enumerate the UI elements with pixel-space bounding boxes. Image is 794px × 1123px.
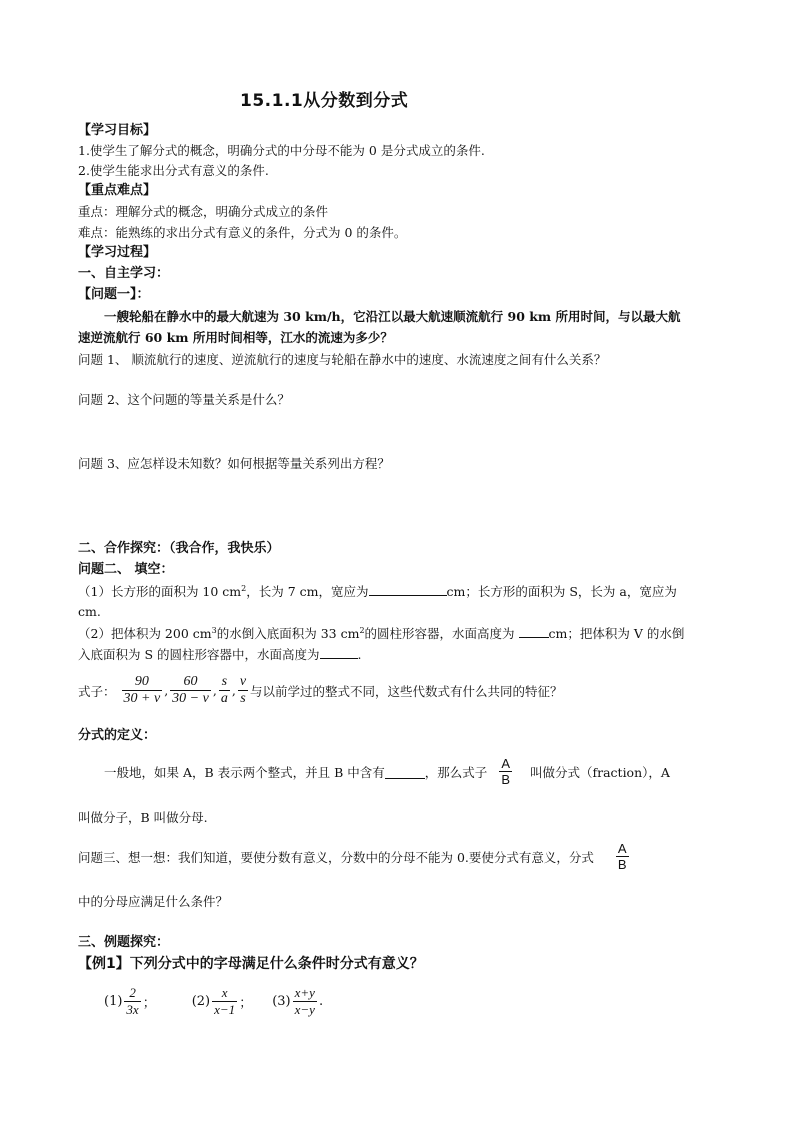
focus-difficult: 难点：能熟练的求出分式有意义的条件，分式为 0 的条件。 [78,225,407,240]
sub-question-3: 问题 3、应怎样设未知数？如何根据等量关系列出方程？ [78,456,390,471]
page-title: 15.1.1从分数到分式 [240,91,409,111]
fraction: $\frac{60}{30 - v}$ [172,674,209,706]
question1-text-a: 一艘轮船在静水中的最大航速为 30 km/h，它沿江以最大航速顺流航行 90 km 所用时间，与以最大航 [104,309,681,324]
part1-heading: 一、自主学习： [78,266,170,281]
answer-blank[interactable] [519,624,549,638]
fill-item-2: （2）把体积为 200 $cm^3$的水倒入底面积为 33 $cm^2$的圆柱形容器，水面高度为 cm；把体积为 V 的水倒 [78,625,685,641]
process-heading: 【学习过程】 [78,245,157,260]
coop-heading: 二、合作探究：（我合作，我快乐） [78,541,280,556]
answer-blank[interactable] [369,582,447,596]
definition-heading: 分式的定义： [78,728,157,743]
example-fraction-1: $\frac{2}{3x}$ [126,985,139,1017]
question3-line: 问题三、想一想：我们知道，要使分数有意义，分数中的分母不能为 0.要使分式有意义，分式 $\frac{A}{B}$ [78,841,627,872]
fraction: $\frac{s}{a}$ [220,674,228,706]
sub-question-1: 问题 1、 顺流航行的速度、逆流航行的速度与轮船在静水中的速度、水流速度之间有什么关系？ [78,352,607,367]
goals-heading: 【学习目标】 [78,123,157,138]
fraction: $\frac{90}{30 + v}$ [123,674,161,706]
answer-blank[interactable] [320,645,358,659]
example1-heading: 【例1】下列分式中的字母满足什么条件时分式有意义？ [78,956,424,972]
goal-item-1: 1.使学生了解分式的概念，明确分式的中分母不能为 0 是分式成立的条件. [78,143,485,158]
question1-heading: 【问题一】： [78,287,150,302]
expression-line: 式子： $\frac{90}{30 + v}$ , $\frac{60}{30 - v}$ , $\frac{s}{a}$ , $\frac{v}{s}$ 与以前学过的整式不同，这些代数式有什么共同的特征？ [78,674,563,706]
fraction-a-over-b: $\frac{A}{B}$ [501,756,510,787]
answer-blank[interactable] [385,765,425,779]
question3-cont: 中的分母应满足什么条件？ [78,894,229,909]
definition-cont: 叫做分子，B 叫做分母. [78,810,208,825]
fraction: $\frac{v}{s}$ [239,674,247,706]
focus-heading: 【重点难点】 [78,183,157,198]
fill-item-1-cont: cm. [78,604,101,619]
focus-key: 重点：理解分式的概念，明确分式成立的条件 [78,204,329,219]
examples-heading: 三、例题探究： [78,935,170,950]
example-fraction-2: $\frac{x}{x-1}$ [214,985,236,1017]
sub-question-2: 问题 2、这个问题的等量关系是什么？ [78,392,290,407]
fill-item-1: （1）长方形的面积为 10 $cm^2$，长为 7 cm，宽应为 cm；长方形的面积为 S，长为 a，宽应为 [78,583,677,599]
example-fraction-3: $\frac{x+y}{x-y}$ [294,985,315,1017]
question2-heading: 问题二、 填空： [78,562,174,577]
example-items: (1) $\frac{2}{3x}$ ； (2) $\frac{x}{x-1}$ ； (3) $\frac{x+y}{x-y}$ . [104,985,324,1017]
fraction-a-over-b: $\frac{A}{B}$ [617,841,627,872]
fill-item-2-cont: 入底面积为 S 的圆柱形容器中，水面高度为 . [78,647,362,662]
question1-text-b: 速逆流航行 60 km 所用时间相等，江水的流速为多少？ [78,330,393,345]
definition-line: 一般地，如果 A，B 表示两个整式，并且 B 中含有 ，那么式子 $\frac{A}{B}$ 叫做分式（fraction），A [104,756,670,787]
goal-item-2: 2.使学生能求出分式有意义的条件. [78,163,269,178]
